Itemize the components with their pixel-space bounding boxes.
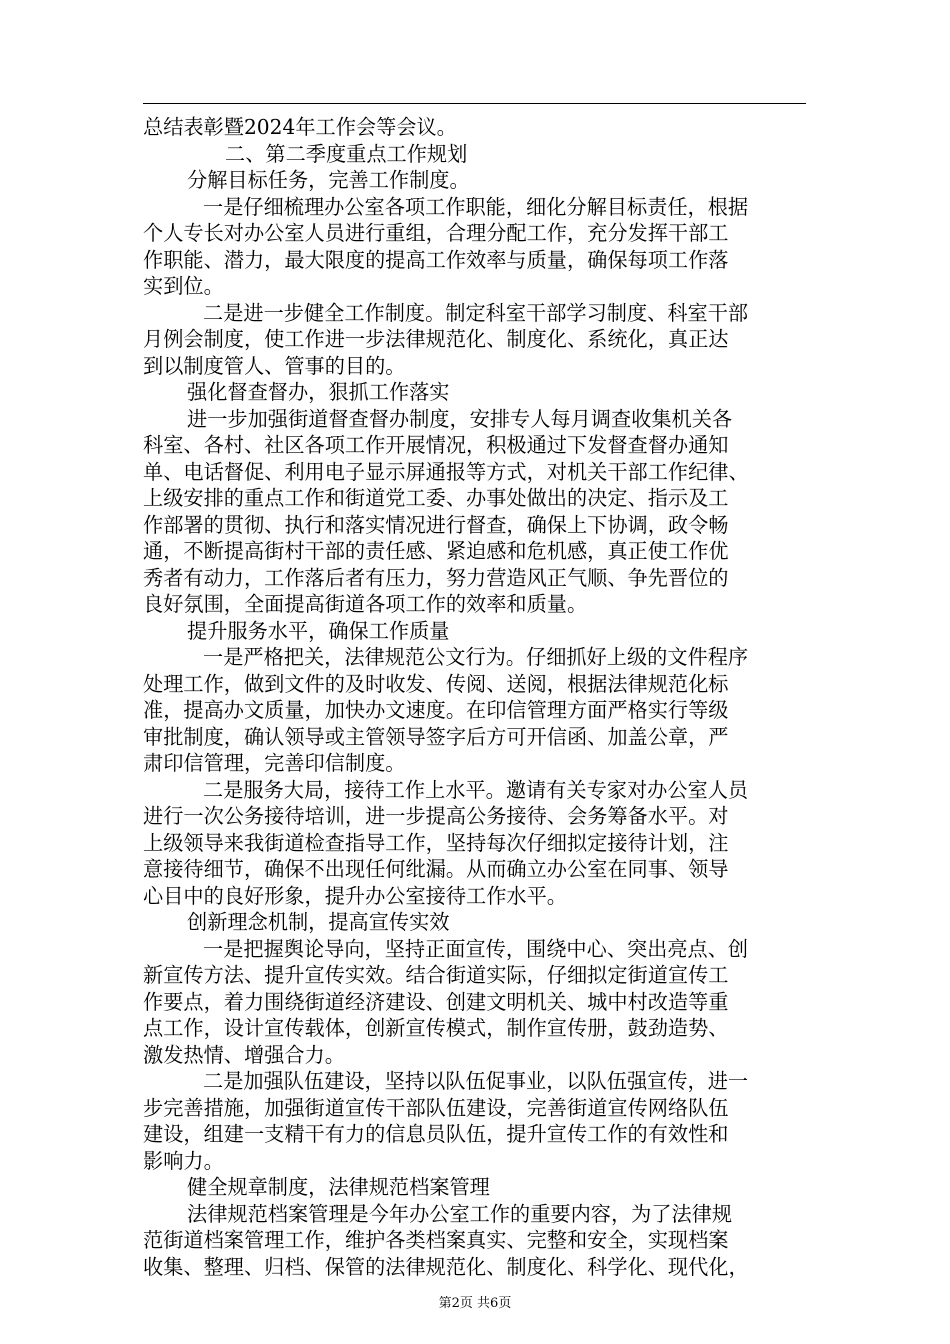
text-line: 秀者有动力，工作落后者有压力，努力营造风正气顺、争先晋位的	[143, 565, 729, 590]
text-line: 肃印信管理，完善印信制度。	[143, 751, 406, 775]
text-line: 二是加强队伍建设，坚持以队伍促事业，以队伍强宣传，进一	[203, 1069, 749, 1093]
body-text	[143, 114, 807, 1280]
text-line: 建设，组建一支精干有力的信息员队伍，提升宣传工作的有效性和	[143, 1122, 729, 1146]
text-line: 法律规范档案管理是今年办公室工作的重要内容，为了法律规	[187, 1201, 733, 1226]
text-line: 到以制度管人、管事的目的。	[143, 353, 406, 378]
text-line: 创新理念机制，提高宣传实效	[187, 910, 450, 934]
text-line: 步完善措施，加强街道宣传干部队伍建设，完善街道宣传网络队伍	[143, 1095, 729, 1120]
text-line: 一是仔细梳理办公室各项工作职能，细化分解目标责任，根据	[203, 194, 749, 219]
text-line: 作要点，着力围绕街道经济建设、创建文明机关、城中村改造等重	[143, 989, 729, 1014]
text-line: 健全规章制度，法律规范档案管理	[187, 1175, 490, 1199]
text-line: 点工作，设计宣传载体，创新宣传模式，制作宣传册，鼓劲造势、	[143, 1016, 729, 1040]
text-line: 个人专长对办公室人员进行重组，合理分配工作，充分发挥干部工	[143, 221, 729, 245]
text-line: 一是把握舆论导向，坚持正面宣传，围绕中心、突出亮点、创	[203, 936, 749, 961]
text-line: 审批制度，确认领导或主管领导签字后方可开信函、加盖公章，严	[143, 724, 729, 749]
text-line: 意接待细节，确保不出现任何纰漏。从而确立办公室在同事、领导	[143, 857, 729, 881]
text-line: 进一步加强街道督查督办制度，安排专人每月调查收集机关各	[187, 406, 733, 431]
text-line: 科室、各村、社区各项工作开展情况，积极通过下发督查督办通知	[143, 433, 729, 457]
text-line: 处理工作，做到文件的及时收发、传阅、送阅，根据法律规范化标	[143, 671, 729, 696]
text-line: 实到位。	[143, 274, 224, 298]
text-line: 二是进一步健全工作制度。制定科室干部学习制度、科室干部	[203, 300, 749, 325]
text-line: 月例会制度，使工作进一步法律规范化、制度化、系统化，真正达	[143, 327, 729, 351]
text-line: 进行一次公务接待培训，进一步提高公务接待、会务筹备水平。对	[143, 804, 729, 828]
text-line: 通，不断提高街村干部的责任感、紧迫感和危机感，真正使工作优	[143, 539, 729, 563]
text-line: 二、第二季度重点工作规划	[225, 141, 468, 166]
text-line: 分解目标任务，完善工作制度。	[187, 168, 470, 192]
text-line: 准，提高办文质量，加快办文速度。在印信管理方面严格实行等级	[143, 698, 729, 722]
text-line: 影响力。	[143, 1148, 224, 1173]
page-footer: 第2页 共6页	[438, 1296, 512, 1311]
text-line: 强化督查督办，狠抓工作落实	[187, 380, 450, 404]
text-line: 提升服务水平，确保工作质量	[187, 618, 450, 643]
text-line: 上级安排的重点工作和街道党工委、办事处做出的决定、指示及工	[143, 486, 729, 510]
text-line: 单、电话督促、利用电子显示屏通报等方式，对机关干部工作纪律、	[143, 459, 749, 484]
header-rule	[143, 103, 806, 104]
text-line: 新宣传方法、提升宣传实效。结合街道实际，仔细拟定街道宣传工	[143, 963, 729, 987]
text-line: 上级领导来我街道检查指导工作，坚持每次仔细拟定接待计划，注	[143, 830, 729, 855]
text-line: 一是严格把关，法律规范公文行为。仔细抓好上级的文件程序	[203, 645, 749, 669]
text-line: 范街道档案管理工作，维护各类档案真实、完整和安全，实现档案	[143, 1228, 729, 1252]
text-line: 总结表彰暨2024年工作会等会议。	[143, 115, 457, 139]
text-line: 心目中的良好形象，提升办公室接待工作水平。	[143, 883, 567, 908]
text-line: 收集、整理、归档、保管的法律规范化、制度化、科学化、现代化，	[143, 1254, 749, 1279]
text-line: 作职能、潜力，最大限度的提高工作效率与质量，确保每项工作落	[143, 247, 729, 272]
text-line: 激发热情、增强合力。	[143, 1042, 345, 1067]
text-line: 良好氛围，全面提高街道各项工作的效率和质量。	[143, 592, 588, 616]
text-line: 作部署的贯彻、执行和落实情况进行督查，确保上下协调，政令畅	[143, 512, 729, 537]
text-line: 二是服务大局，接待工作上水平。邀请有关专家对办公室人员	[203, 777, 749, 802]
